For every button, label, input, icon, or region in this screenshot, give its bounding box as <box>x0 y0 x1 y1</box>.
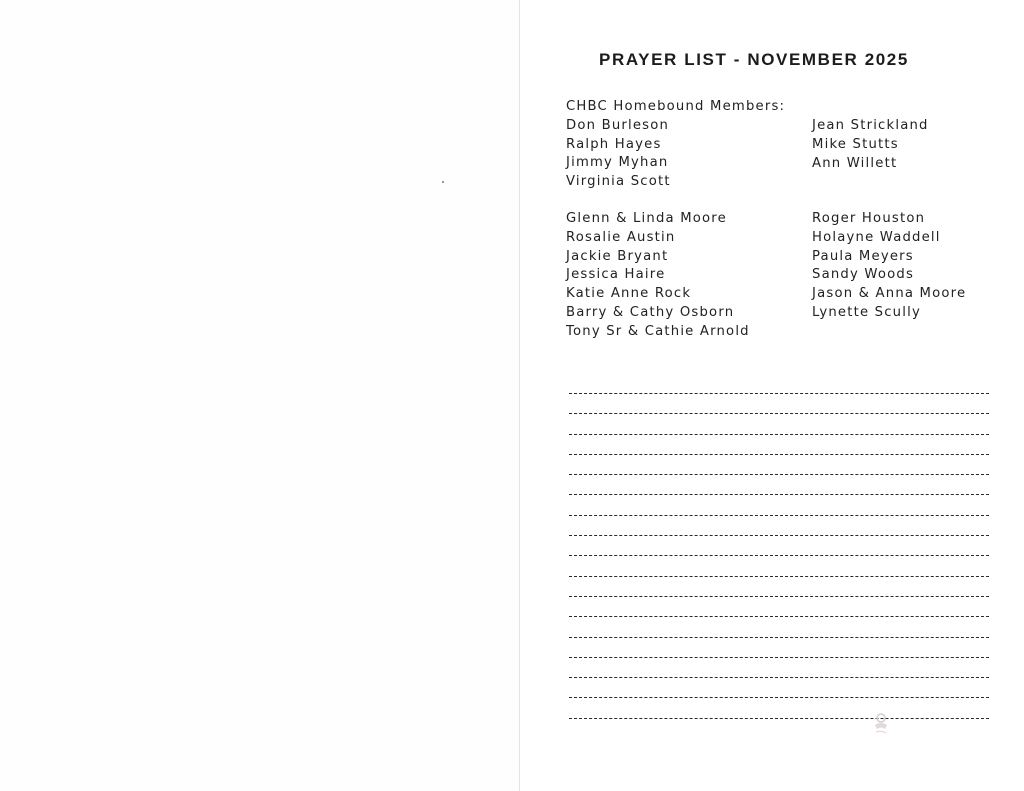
list-item: Rosalie Austin <box>566 229 676 245</box>
list-item: Tony Sr & Cathie Arnold <box>566 323 750 339</box>
prayer-list-right-column <box>812 210 966 323</box>
page-title: PRAYER LIST - NOVEMBER 2025 <box>599 50 909 69</box>
list-item: Paula Meyers <box>812 248 914 264</box>
homebound-left-column <box>566 98 785 192</box>
prayer-list-left-column <box>566 210 750 342</box>
write-in-line <box>569 393 989 394</box>
write-in-line <box>569 576 989 577</box>
write-in-line <box>569 474 989 475</box>
homebound-right-column <box>812 117 929 173</box>
page-fold <box>519 0 520 791</box>
write-in-line <box>569 454 989 455</box>
write-in-line <box>569 413 989 414</box>
write-in-line <box>569 637 989 638</box>
list-item: Roger Houston <box>812 211 926 226</box>
list-item: Virginia Scott <box>566 174 671 190</box>
list-item: Jimmy Myhan <box>566 155 669 171</box>
write-in-line <box>569 494 989 495</box>
list-item: Don Burleson <box>566 117 670 133</box>
write-in-line <box>569 677 989 678</box>
write-in-line <box>569 515 989 516</box>
write-in-line <box>569 434 989 435</box>
list-item: Glenn & Linda Moore <box>566 211 727 226</box>
list-item: Ralph Hayes <box>566 136 662 152</box>
faint-stamp-mark <box>871 711 891 737</box>
paper-speck <box>442 181 444 183</box>
write-in-line <box>569 535 989 536</box>
list-item: Jessica Haire <box>566 267 666 283</box>
write-in-line <box>569 616 989 617</box>
write-in-line <box>569 697 989 698</box>
homebound-heading: CHBC Homebound Members: <box>566 99 786 114</box>
list-item: Barry & Cathy Osborn <box>566 304 735 320</box>
write-in-lines <box>569 393 989 738</box>
list-item: Mike Stutts <box>812 136 899 152</box>
list-item: Jean Strickland <box>812 118 929 133</box>
write-in-line <box>569 596 989 597</box>
list-item: Lynette Scully <box>812 304 921 320</box>
list-item: Jackie Bryant <box>566 248 669 264</box>
write-in-line <box>569 657 989 658</box>
list-item: Jason & Anna Moore <box>812 286 967 302</box>
list-item: Ann Willett <box>812 155 898 171</box>
write-in-line <box>569 718 989 719</box>
list-item: Sandy Woods <box>812 267 915 283</box>
list-item: Holayne Waddell <box>812 229 941 245</box>
list-item: Katie Anne Rock <box>566 286 692 302</box>
write-in-line <box>569 555 989 556</box>
